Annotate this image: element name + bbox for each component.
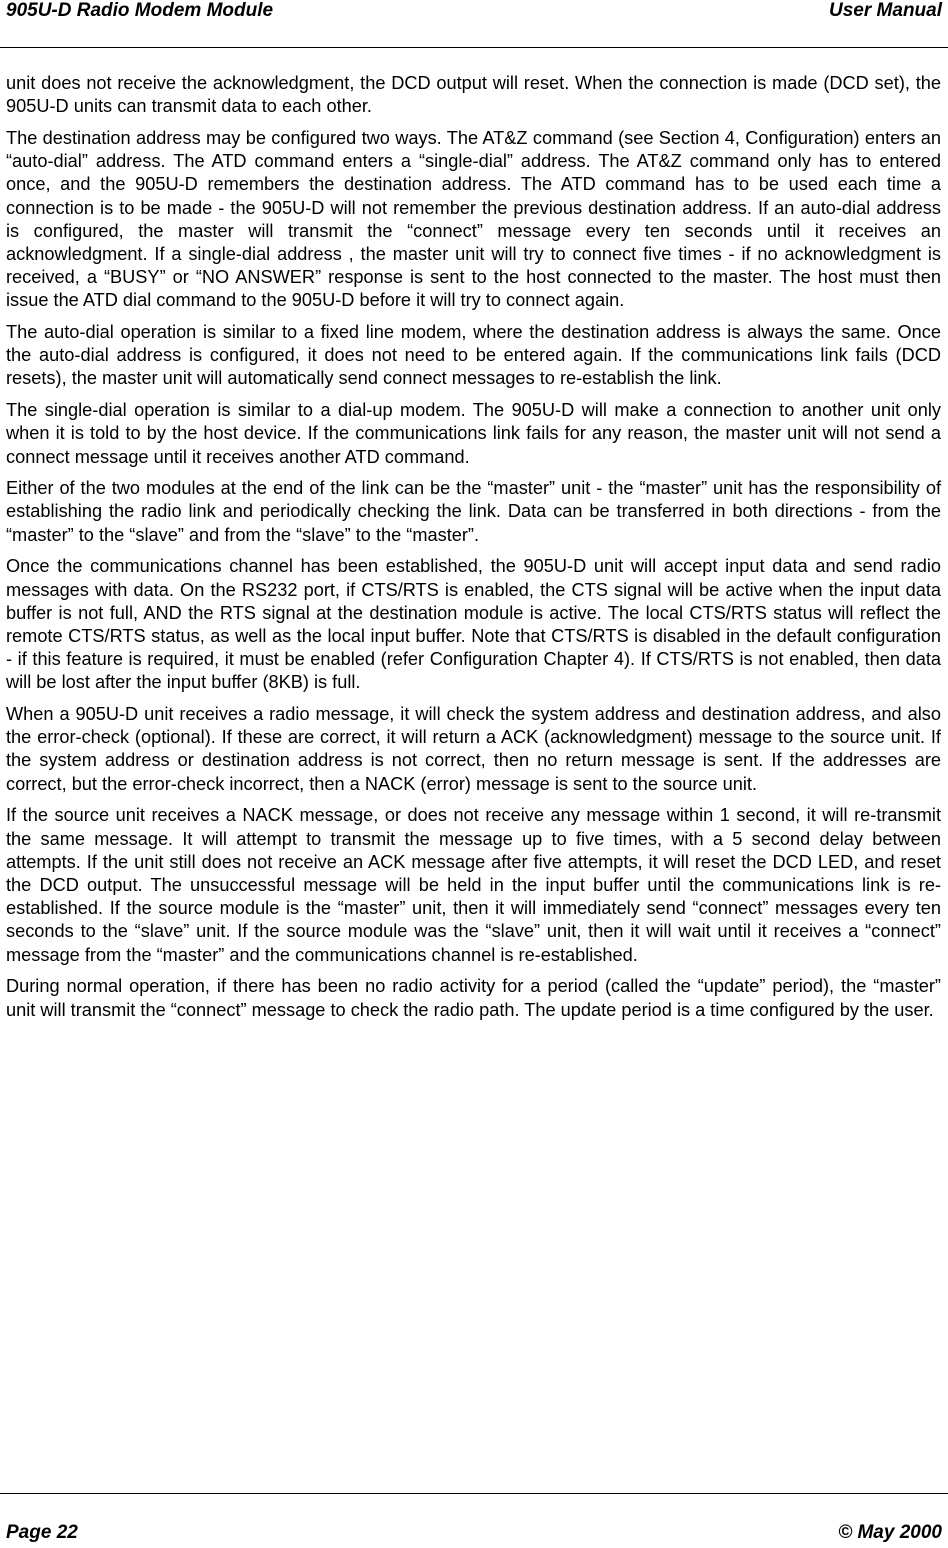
paragraph: During normal operation, if there has been no radio activity for a period (called the “update” period), the “master” unit will transmit the “connect” message to check the radio path. The update period is a time configured by the user. — [6, 976, 941, 1020]
paragraph: Once the communications channel has been established, the 905U-D unit will accept input data and send radio messages with data. On the RS232 port, if CTS/RTS is enabled, the CTS signal will be active when the input data buffer is not full, AND the RTS signal at the destination module is active. The local CTS/RTS status will reflect the remote CTS/RTS status, as well as the local input buffer. Note that CTS/RTS is disabled in the default configuration - if this feature is required, it must be enabled (refer Configuration Chapter 4). If CTS/RTS is not enabled, then data will be lost after the input buffer (8KB) is full. — [6, 556, 941, 693]
paragraph: When a 905U-D unit receives a radio message, it will check the system address and destination address, and also the error-check (optional). If these are correct, it will return a ACK (acknowledgment) message to the source unit. If the system address or destination address is not correct, then no return message is sent. If the addresses are correct, but the error-check incorrect, then a NACK (error) message is sent to the source unit. — [6, 704, 941, 794]
paragraph: If the source unit receives a NACK message, or does not receive any message within 1 second, it will re-transmit the same message. It will attempt to transmit the message up to five times, with a 5 second delay between attempts. If the unit still does not receive an ACK message after five attempts, it will reset the DCD LED, and reset the DCD output. The unsuccessful message will be held in the input buffer until the communications link is re-established. If the source module is the “master” unit, then it will immediately send “connect” messages every ten seconds to the “slave” unit. If the source module was the “slave” unit, then it will wait until it receives a “connect” message from the “master” and the communications channel is re-established. — [6, 805, 941, 965]
header-title: 905U-D Radio Modem Module — [6, 0, 274, 21]
copyright-date: © May 2000 — [838, 1522, 942, 1543]
header-doc-type: User Manual — [829, 0, 942, 21]
body-text — [6, 72, 941, 1030]
footer-divider — [0, 1493, 948, 1494]
page-number: Page 22 — [6, 1522, 78, 1543]
header-divider — [0, 47, 948, 48]
paragraph: The auto-dial operation is similar to a fixed line modem, where the destination address is always the same. Once the auto-dial address is configured, it does not need to be entered again. If the communications link fails (DCD resets), the master unit will automatically send connect messages to re-establish the link. — [6, 322, 941, 389]
paragraph: The single-dial operation is similar to a dial-up modem. The 905U-D will make a connection to another unit only when it is told to by the host device. If the communications link fails for any reason, the master unit will not send a connect message until it receives another ATD command. — [6, 400, 941, 467]
page-header — [0, 0, 948, 48]
paragraph: Either of the two modules at the end of the link can be the “master” unit - the “master” unit has the responsibility of establishing the radio link and periodically checking the link. Data can be transferred in both directions - from the “master” to the “slave” and from the “slave” to the “master”. — [6, 478, 941, 545]
paragraph: unit does not receive the acknowledgment, the DCD output will reset. When the connection is made (DCD set), the 905U-D units can transmit data to each other. — [6, 73, 941, 117]
paragraph: The destination address may be configured two ways. The AT&Z command (see Section 4, Configuration) enters an “auto-dial” address. The ATD command enters a “single-dial” address. The AT&Z command only has to entered once, and the 905U-D remembers the destination address. The ATD command has to be used each time a connection is to be made - the 905U-D will not remember the previous destination address. If an auto-dial address is configured, the master will transmit the “connect” message every ten seconds until it receives an acknowledgment. If a single-dial address , the master unit will try to connect five times - if no acknowledgment is received, a “BUSY” or “NO ANSWER” response is sent to the host connected to the master. The host must then issue the ATD dial command to the 905U-D before it will try to connect again. — [6, 127, 941, 311]
